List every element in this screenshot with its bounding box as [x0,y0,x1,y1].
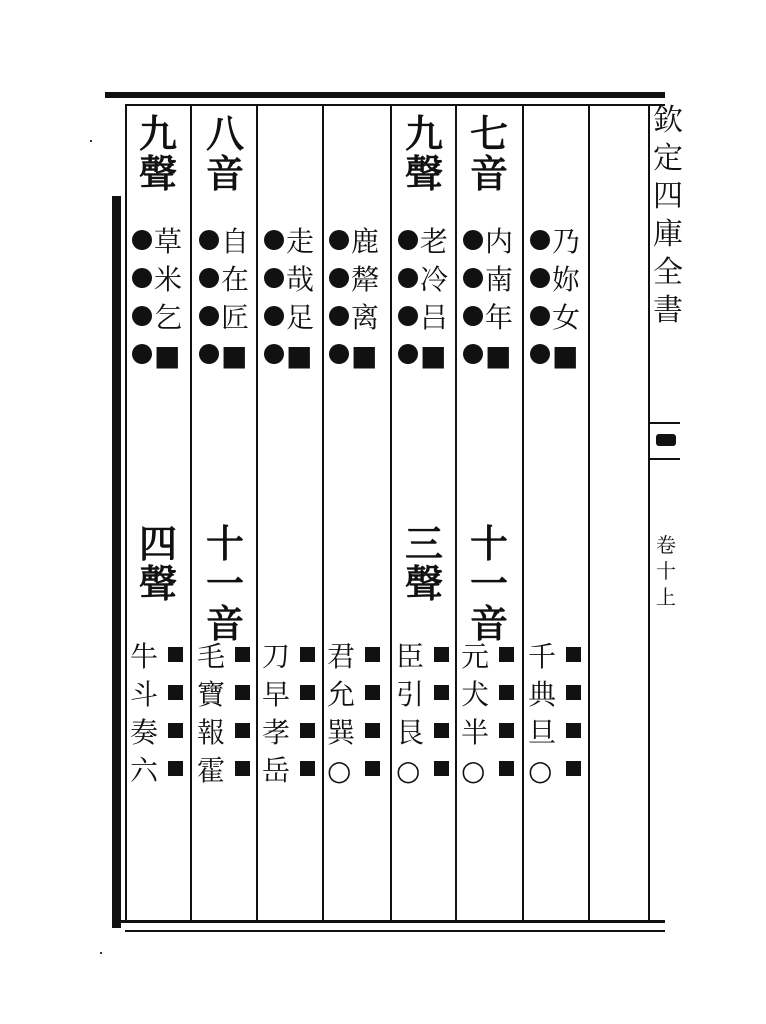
filled-circle-mark [132,268,152,288]
bottom-entry [457,677,521,715]
entry-char: 刀 [262,640,291,673]
heading-char: 十一 [469,521,508,606]
filled-square-mark [235,647,250,662]
title-char: 全 [653,255,683,290]
top-entry [457,300,521,338]
entry-char: 匠 [221,301,250,334]
top-entry [323,262,387,300]
bottom-entry [524,715,588,753]
top-entry [258,224,322,262]
top-entry [193,300,257,338]
entry-char: ○ [327,754,352,787]
filled-square-mark [300,647,315,662]
top-entry [126,338,190,376]
bottom-entry [457,753,521,791]
filled-circle-mark [264,268,284,288]
filled-circle-mark [530,268,550,288]
entry-char: 内 [485,225,514,258]
entry-char: ■ [221,339,248,372]
top-entry [457,338,521,376]
filled-square-mark [300,723,315,738]
entry-char: ○ [528,754,553,787]
title-char: 書 [653,293,683,328]
column-rule [190,104,192,922]
bottom-entry [258,639,322,677]
filled-circle-mark [463,344,483,364]
top-entry [126,224,190,262]
bottom-head [126,521,190,606]
bottom-entry [323,639,387,677]
entry-char: 霍 [197,754,226,787]
heading-char: 音 [205,601,244,646]
heading-char: 四 [138,521,177,566]
filled-circle-mark [264,344,284,364]
filled-square-mark [300,761,315,776]
filled-circle-mark [199,306,219,326]
top-entry [524,338,588,376]
bottom-entry [193,753,257,791]
top-head [193,111,257,196]
title-char: 定 [653,141,683,176]
rhyme-column [126,104,190,920]
title-char: 欽 [653,103,683,138]
top-entry [258,338,322,376]
heading-char: 十一 [205,521,244,606]
bottom-head [193,521,257,646]
filled-circle-mark [329,344,349,364]
entry-char: 哉 [286,263,315,296]
entry-char: 足 [286,301,315,334]
filled-circle-mark [530,306,550,326]
entry-char: 草 [154,225,183,258]
entry-char: 半 [461,716,490,749]
filled-circle-mark [199,268,219,288]
entry-char: 君 [327,640,356,673]
entry-char: 自 [221,225,250,258]
filled-circle-mark [463,306,483,326]
bottom-entry [323,677,387,715]
entry-char: 允 [327,678,356,711]
bottom-entry [323,715,387,753]
bottom-entry [126,753,190,791]
page-margin [650,92,690,952]
bottom-entry [193,639,257,677]
top-entry [392,338,456,376]
bottom-entry [392,639,456,677]
filled-square-mark [434,723,449,738]
entry-char: 六 [130,754,159,787]
entry-char: ■ [154,339,181,372]
heading-char: 七 [469,111,508,156]
bottom-entry [126,677,190,715]
top-head [126,111,190,196]
entry-char: 千 [528,640,557,673]
entry-char: 乃 [552,225,581,258]
top-entry [126,262,190,300]
title-char: 庫 [653,217,683,252]
entry-char: 艮 [396,716,425,749]
rhyme-column [323,104,387,920]
heading-char: 音 [205,151,244,196]
entry-char: 在 [221,263,250,296]
entry-char: ■ [286,339,313,372]
filled-square-mark [499,761,514,776]
entry-char: 岳 [262,754,291,787]
top-entry [193,262,257,300]
top-entry [126,300,190,338]
entry-char: 奏 [130,716,159,749]
heading-char: 三 [404,521,443,566]
rhyme-column [258,104,322,920]
filled-square-mark [499,685,514,700]
filled-circle-mark [329,230,349,250]
entry-char: 典 [528,678,557,711]
entry-char: 巽 [327,716,356,749]
heading-char: 九 [404,111,443,156]
bottom-head [392,521,456,606]
filled-circle-mark [398,306,418,326]
filled-circle-mark [132,230,152,250]
filled-square-mark [168,647,183,662]
filled-circle-mark [463,230,483,250]
scan-speck [100,952,102,954]
top-entry [524,262,588,300]
title-char: 四 [653,179,683,214]
filled-square-mark [434,761,449,776]
rhyme-column [524,104,588,920]
top-entry [392,224,456,262]
entry-char: 吕 [420,301,449,334]
entry-char: 旦 [528,716,557,749]
filled-circle-mark [530,344,550,364]
frame-inner-bottom-border [125,930,665,932]
scan-speck [90,140,92,142]
entry-char: 報 [197,716,226,749]
filled-square-mark [566,647,581,662]
bottom-entry [193,715,257,753]
entry-char: 犬 [461,678,490,711]
filled-square-mark [499,647,514,662]
top-entry [323,338,387,376]
fish-tail-mark [650,422,680,460]
bottom-entry [524,753,588,791]
bottom-entry [258,753,322,791]
filled-square-mark [365,685,380,700]
bottom-entry [193,677,257,715]
filled-square-mark [365,761,380,776]
top-entry [392,262,456,300]
frame-left-border [112,196,121,928]
bottom-entry [524,639,588,677]
entry-char: ■ [485,339,512,372]
bottom-entry [457,639,521,677]
bottom-entry [392,753,456,791]
entry-char: 年 [485,301,514,334]
filled-square-mark [365,647,380,662]
top-entry [193,338,257,376]
entry-char: ■ [351,339,378,372]
top-head [392,111,456,196]
frame-bottom-border [120,920,665,923]
top-entry [193,224,257,262]
entry-char: 斗 [130,678,159,711]
heading-char: 聲 [138,561,177,606]
entry-char: 寶 [197,678,226,711]
heading-char: 聲 [404,151,443,196]
bottom-entry [258,715,322,753]
filled-circle-mark [398,344,418,364]
filled-circle-mark [132,344,152,364]
juan-label [652,532,680,610]
filled-circle-mark [264,306,284,326]
juan-char: 卷 [656,533,676,557]
rhyme-column [457,104,521,920]
heading-char: 聲 [404,561,443,606]
rhyme-column [193,104,257,920]
top-entry [524,300,588,338]
entry-char: 早 [262,678,291,711]
entry-char: 南 [485,263,514,296]
top-entry [258,262,322,300]
entry-char: 妳 [552,263,581,296]
filled-circle-mark [530,230,550,250]
top-entry [392,300,456,338]
juan-char: 十 [656,559,676,583]
heading-char: 八 [205,111,244,156]
entry-char: ■ [420,339,447,372]
bottom-entry [392,677,456,715]
column-rule [588,104,590,922]
entry-char: ○ [461,754,486,787]
entry-char: 鹿 [351,225,380,258]
entry-char: 乞 [154,301,183,334]
filled-circle-mark [264,230,284,250]
filled-square-mark [499,723,514,738]
filled-square-mark [168,761,183,776]
filled-circle-mark [199,230,219,250]
filled-square-mark [434,647,449,662]
filled-square-mark [235,761,250,776]
bottom-entry [392,715,456,753]
entry-char: 女 [552,301,581,334]
heading-char: 聲 [138,151,177,196]
bottom-entry [323,753,387,791]
entry-char: ○ [396,754,421,787]
entry-char: 牛 [130,640,159,673]
top-entry [457,224,521,262]
filled-circle-mark [463,268,483,288]
filled-circle-mark [329,306,349,326]
entry-char: 引 [396,678,425,711]
heading-char: 九 [138,111,177,156]
filled-circle-mark [199,344,219,364]
entry-char: 毛 [197,640,226,673]
bottom-entry [126,639,190,677]
bottom-entry [457,715,521,753]
bottom-entry [126,715,190,753]
filled-square-mark [300,685,315,700]
entry-char: 元 [461,640,490,673]
frame-top-border [105,92,665,98]
filled-circle-mark [398,230,418,250]
filled-square-mark [168,685,183,700]
book-title [652,102,684,330]
filled-square-mark [235,685,250,700]
entry-char: 犛 [351,263,380,296]
entry-char: 米 [154,263,183,296]
top-entry [524,224,588,262]
filled-square-mark [566,723,581,738]
filled-square-mark [434,685,449,700]
entry-char: 老 [420,225,449,258]
entry-char: 离 [351,301,380,334]
filled-square-mark [566,761,581,776]
entry-char: 臣 [396,640,425,673]
bottom-entry [258,677,322,715]
entry-char: ■ [552,339,579,372]
heading-char: 音 [469,151,508,196]
filled-square-mark [365,723,380,738]
top-entry [258,300,322,338]
filled-circle-mark [398,268,418,288]
bottom-head [457,521,521,646]
entry-char: 冷 [420,263,449,296]
filled-circle-mark [132,306,152,326]
filled-circle-mark [329,268,349,288]
top-entry [323,224,387,262]
filled-square-mark [566,685,581,700]
entry-char: 孝 [262,716,291,749]
filled-square-mark [168,723,183,738]
bottom-entry [524,677,588,715]
entry-char: 走 [286,225,315,258]
heading-char: 音 [469,601,508,646]
filled-square-mark [235,723,250,738]
top-entry [457,262,521,300]
top-entry [323,300,387,338]
juan-char: 上 [656,585,676,609]
rhyme-column [392,104,456,920]
top-head [457,111,521,196]
